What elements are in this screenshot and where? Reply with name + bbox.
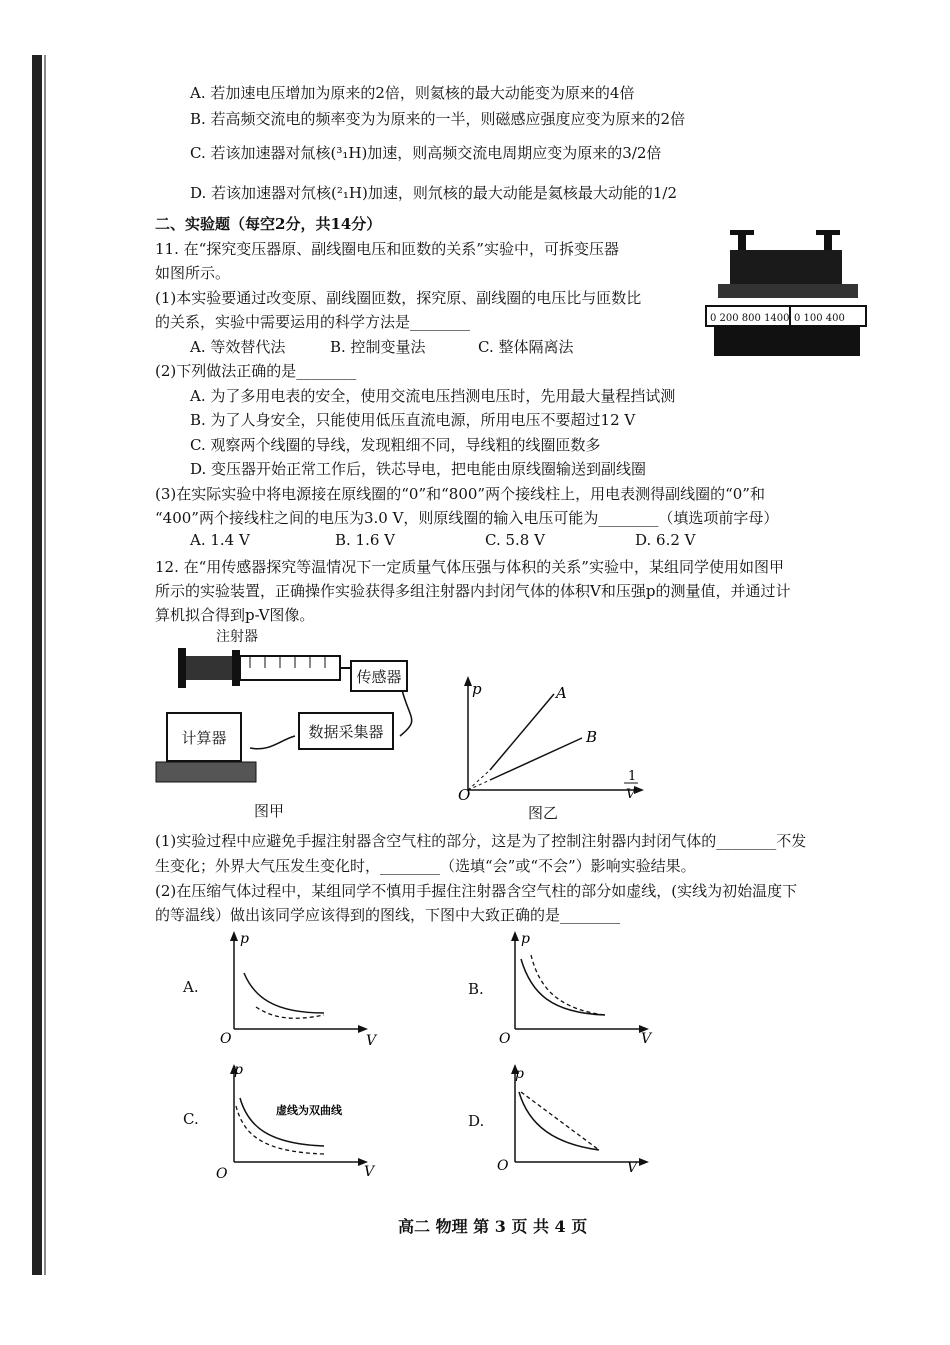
computer-box: 计算器 (166, 712, 242, 762)
pv-graph-b (450, 672, 650, 802)
q11-part2-option-a: A. 为了多用电表的安全，使用交流电压挡测电压时，先用最大量程挡试测 (190, 387, 676, 405)
q12-option-a-graph (214, 925, 384, 1050)
q11-part3-line1: (3)在实际实验中将电源接在原线圈的“0”和“800”两个接线柱上，用电表测得副线圈的“0”和 (155, 485, 765, 503)
q12-option-d-axis-v: V (627, 1160, 638, 1176)
q12-option-b-axis-o: O (499, 1031, 511, 1047)
q11-part3-option-d: D. 6.2 V (635, 531, 696, 549)
graph-b-line-a: A (556, 684, 567, 702)
q11-part2: (2)下列做法正确的是________ (155, 362, 357, 380)
section-title: 二、实验题（每空2分，共14分） (155, 215, 382, 233)
q12-option-c-graph (214, 1058, 384, 1183)
q11-part3-option-b: B. 1.6 V (335, 531, 396, 549)
q12-option-a-axis-o: O (220, 1031, 232, 1047)
q12-part1-line2: 生变化；外界大气压发生变化时，________（选填“会”或“不会”）影响实验结果。 (155, 857, 696, 875)
q11-part3-option-a: A. 1.4 V (190, 531, 250, 549)
q12-option-d-axis-o: O (497, 1158, 509, 1174)
q12-option-c-axis-p: p (234, 1062, 243, 1078)
graph-b-p-label: p (472, 680, 482, 698)
graph-b-origin: O (458, 786, 471, 802)
sensor-box: 传感器 (350, 660, 408, 692)
figure-b-caption: 图乙 (528, 804, 559, 822)
q12-stem-1: 12. 在“用传感器探究等温情况下一定质量气体压强与体积的关系”实验中，某组同学使用如图甲 (155, 558, 784, 576)
page-footer: 高二 物理 第 3 页 共 4 页 (398, 1217, 588, 1236)
q10-option-b: B. 若高频交流电的频率变为为原来的一半，则磁感应强度应变为原来的2倍 (190, 110, 686, 128)
q11-part1-option-c: C. 整体隔离法 (478, 338, 574, 356)
q12-part2-line1: (2)在压缩气体过程中，某组同学不慎用手握住注射器含空气柱的部分如虚线，(实线为初始温度下 (155, 882, 798, 900)
graph-b-x-num: 1 (628, 769, 637, 784)
q11-part3-option-c: C. 5.8 V (485, 531, 545, 549)
scale-left-label: 0 200 800 1400 (710, 313, 790, 324)
q12-option-d-graph (495, 1058, 665, 1183)
q12-option-c-axis-o: O (216, 1166, 228, 1182)
q12-option-b-graph (495, 925, 665, 1050)
q12-part2-line2: 的等温线）做出该同学应该得到的图线，下图中大致正确的是________ (155, 906, 621, 924)
graph-b-line-b: B (586, 728, 598, 746)
q12-option-b-label: B. (468, 980, 484, 998)
q12-part1-line1: (1)实验过程中应避免手握注射器含空气柱的部分，这是为了控制注射器内封闭气体的________不发 (155, 832, 807, 850)
q11-stem-1: 11. 在“探究变压器原、副线圈电压和匝数的关系”实验中，可拆变压器 (155, 240, 619, 258)
q11-part2-option-c: C. 观察两个线圈的导线，发现粗细不同，导线粗的线圈匝数多 (190, 436, 601, 454)
q12-option-b-axis-p: p (521, 931, 530, 947)
graph-b-x-den: V (626, 787, 636, 802)
q11-part1-line1: (1)本实验要通过改变原、副线圈匝数，探究原、副线圈的电压比与匝数比 (155, 289, 642, 307)
binding-edge (32, 55, 42, 1275)
q12-option-d-label: D. (468, 1112, 485, 1130)
q10-option-d: D. 若该加速器对氘核(²₁H)加速，则氘核的最大动能是氦核最大动能的1/2 (190, 184, 677, 202)
q12-option-b-axis-v: V (641, 1031, 652, 1047)
q12-option-d-axis-p: p (515, 1066, 524, 1082)
q11-part1-line2: 的关系，实验中需要运用的科学方法是________ (155, 313, 471, 331)
q12-option-c-label: C. (183, 1110, 199, 1128)
figure-a-caption: 图甲 (254, 802, 285, 820)
q11-part1-option-a: A. 等效替代法 (190, 338, 286, 356)
q11-part2-option-b: B. 为了人身安全，只能使用低压直流电源，所用电压不要超过12 V (190, 411, 636, 429)
q12-option-c-axis-v: V (364, 1164, 375, 1180)
q11-part2-option-d: D. 变压器开始正常工作后，铁芯导电，把电能由原线圈输送到副线圈 (190, 460, 647, 478)
q12-stem-3: 算机拟合得到p-V图像。 (155, 606, 315, 624)
q12-option-c-note: 虚线为双曲线 (276, 1104, 342, 1117)
q10-option-a: A. 若加速电压增加为原来的2倍，则氦核的最大动能变为原来的4倍 (190, 84, 635, 102)
q11-stem-2: 如图所示。 (155, 264, 231, 282)
q12-stem-2: 所示的实验装置，正确操作实验获得多组注射器内封闭气体的体积V和压强p的测量值，并通过计 (155, 582, 791, 600)
transformer-photo (700, 226, 872, 358)
q12-option-a-label: A. (183, 978, 199, 996)
q10-option-c: C. 若该加速器对氚核(³₁H)加速，则高频交流电周期应变为原来的3/2倍 (190, 144, 662, 162)
q12-option-a-axis-p: p (240, 931, 249, 947)
q12-option-a-axis-v: V (366, 1033, 377, 1049)
q11-part3-line2: “400”两个接线柱之间的电压为3.0 V，则原线圈的输入电压可能为________（填选项前字母） (155, 509, 779, 527)
syringe-label: 注射器 (216, 629, 258, 645)
data-collector-box: 数据采集器 (298, 712, 394, 750)
q11-part1-option-b: B. 控制变量法 (330, 338, 426, 356)
scale-right-label: 0 100 400 (794, 313, 845, 324)
binding-edge-line (44, 55, 46, 1275)
